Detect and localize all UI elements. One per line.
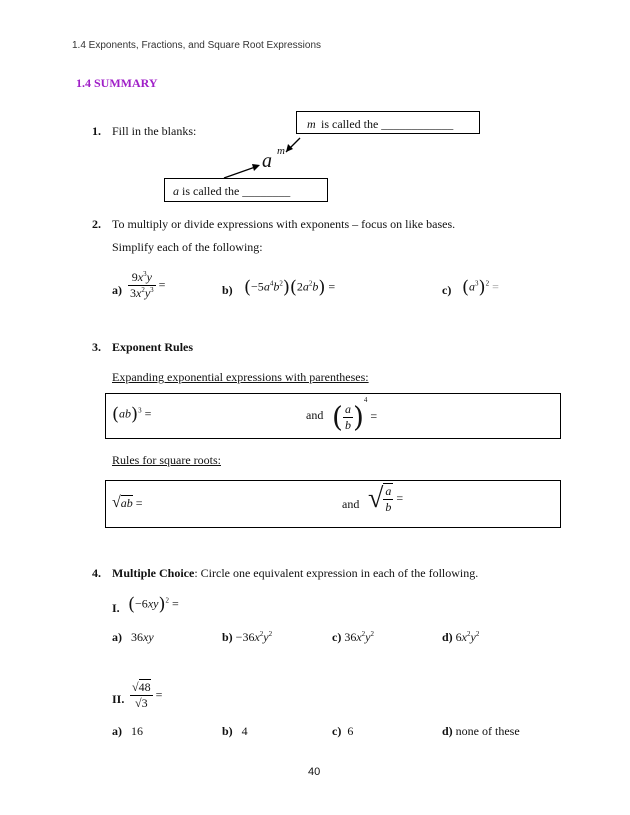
q2-a-label: a) [112, 283, 122, 297]
q3-sqrt-frac: √ $\frac{a}{b}$ = [368, 483, 404, 514]
q2-a-fraction: $\frac{9x^3y}{3x^2y^3}$ [130, 270, 154, 300]
q3-and-2: and [342, 497, 360, 511]
q2-c-expr: $(a^3)^2$ = [462, 277, 499, 298]
q3-and-1: and [306, 408, 324, 422]
q1-box-m [296, 111, 480, 134]
q3-box-roots [105, 480, 561, 528]
summary-title: 1.4 SUMMARY [76, 76, 158, 90]
q4-I-choice-a[interactable]: a) 36xy [112, 630, 154, 644]
page-number: 40 [308, 766, 321, 778]
q2-c-equals: = [492, 279, 499, 294]
q2-line1: To multiply or divide expressions with exponents – focus on like bases. [112, 217, 456, 231]
q4-I-choice-c[interactable]: c) $36x^2y^2$ [332, 630, 374, 644]
q2-a-expr [128, 270, 165, 301]
q4-II-choice-b[interactable]: b) 4 [222, 724, 248, 738]
q1-box-a-text: is called the ________ [182, 184, 291, 198]
page-header: 1.4 Exponents, Fractions, and Square Root Expressions [72, 40, 322, 51]
q3-number: 3. [92, 340, 101, 354]
q1-arrows [200, 130, 310, 185]
q3-ab-cubed: (ab)$^3$ = [112, 404, 152, 425]
q2-b-equals: = [328, 279, 336, 294]
q4-II-choice-d[interactable]: d) none of these [442, 724, 520, 738]
q3-frac-power: ( $\frac{a}{b}$ )$^4$ = [332, 396, 378, 434]
q4-II-expr: $\frac{√48}{√3}$ = [132, 680, 163, 710]
q2-b-expr: $(-5a^4b^2)(2a^2b)$ = [244, 277, 336, 298]
q2-number: 2. [92, 217, 101, 231]
q3-sub1: Expanding exponential expressions with parentheses: [112, 370, 369, 384]
q2-b-label: b) [222, 283, 233, 297]
q3-box-exponent [105, 393, 561, 439]
q1-number: 1. [92, 124, 101, 138]
q1-exponent: m [277, 145, 285, 157]
q1-base: a [262, 150, 272, 172]
q4-I-choice-d[interactable]: d) $6x^2y^2$ [442, 630, 480, 644]
q4-II-choice-a[interactable]: a) 16 [112, 724, 143, 738]
q4-number: 4. [92, 566, 101, 580]
q1-box-m-var: m [307, 117, 316, 131]
q4-II-label: II. [112, 692, 125, 706]
q3-sqrt-ab: √ab = [112, 494, 143, 511]
q1-box-a-var: a [173, 184, 179, 198]
q4-I-label: I. [112, 601, 120, 615]
q1-box-m-text: is called the ____________ [321, 117, 454, 131]
q3-title: Exponent Rules [112, 340, 194, 354]
q2-c-label: c) [442, 283, 452, 297]
q3-sub2: Rules for square roots: [112, 453, 221, 467]
q4-I-choice-b[interactable]: $b) -36x^2y^2$ [222, 630, 273, 644]
q4-II-choice-c[interactable]: c) 6 [332, 724, 354, 738]
q4-I-expr: $(-6xy)^2$ = [128, 594, 179, 615]
q2-a-equals: = [158, 277, 166, 292]
q4-text: Multiple Choice: Circle one equivalent expression in each of the following. [112, 566, 479, 580]
q1-text: Fill in the blanks: [112, 124, 197, 138]
q2-line2: Simplify each of the following: [112, 240, 263, 254]
